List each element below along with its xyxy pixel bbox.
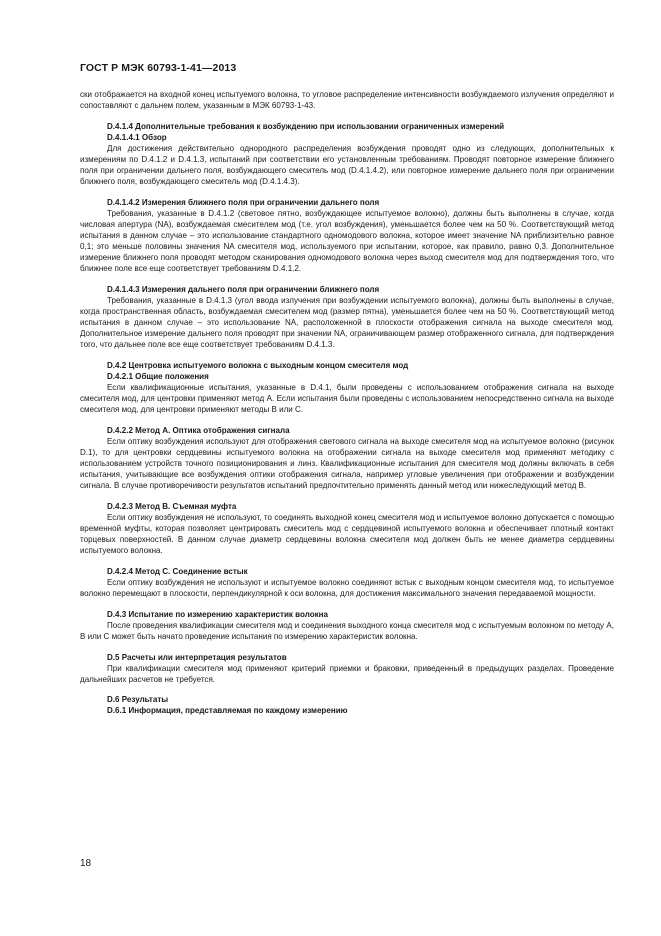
section-d423-body: Если оптику возбуждения не используют, то соединять выходной конец смесителя мод и испытуемое волокно допускается с помощью временной муфты, которая позволяет центрировать смеситель мод с сердцевиной испытуемого волокна и обеспечивает плотный контакт торцевых поверхностей. В данном случае диаметр сердцевины волокна смесителя мод должен быть не менее диаметра сердцевины испытуемого волокна. — [80, 513, 614, 556]
section-d4141-body: Для достижения действительно однородного распределения возбуждения проводят одно из следующих, дополнительных к измерениям по D.4.1.2 и D.4.1.3, испытаний при соответствии его установленным требованиям. Проводят повторное измерение ближнего поля при ограничении дальнего поля, возбуждающего смеситель мод (D.4.1.4.2), или повторное измерение дальнего поля при ограничении ближнего поля, возбуждающего смеситель мод (D.4.1.4.3). — [80, 143, 614, 187]
section-d424-body: Если оптику возбуждения не используют и испытуемое волокно соединяют встык с выходным концом смесителя мод, то испытуемое волокно перемещают в плоскости, перпендикулярной к оси волокна, для достижения максимального значения передаваемой мощности. — [80, 578, 614, 599]
section-d4141-heading: D.4.1.4.1 Обзор — [107, 132, 167, 142]
section-d421-heading: D.4.2.1 Общие положения — [107, 372, 209, 382]
section-d4142-body: Требования, указанные в D.4.1.2 (световое пятно, возбуждающее испытуемое волокно), должны быть выполнены в случае, когда числовая апертура (NA), возбуждаемая смесителем мод (т.е. угол возбуждения), уменьшается более чем на 50 %. Соответствующий метод испытания в данном случае – это использование стандартного одномодового волокна, которое имеет значение NA приблизительно равное 0,1; это меньше половины значения NA смесителя мод, используемого при испытании, которое, как правило, равно 0,3. Дополнительное измерение ближнего поля проводят методом сканирования одномодового волокна через выход смесителя мод для подтверждения того, что ближнее поле все еще соответствует требованиям D.4.1.2. — [80, 208, 614, 274]
section-d42-heading: D.4.2 Центровка испытуемого волокна с выходным концом смесителя мод — [107, 360, 409, 370]
page-number: 18 — [80, 858, 92, 869]
intro-paragraph: ски отображается на входной конец испытуемого волокна, то угловое распределение интенсивности возбуждаемого излучения определяют и сопоставляют с дальнем полем, указанным в МЭК 60793-1-43. — [80, 90, 614, 111]
section-d4143-body: Требования, указанные в D.4.1.3 (угол ввода излучения при возбуждении испытуемого волокна), должны быть выполнены в случае, когда пространственная область, возбуждаемая смесителем мод (размер пятна), уменьшается более чем на 50 %. Соответствующий метод испытания в данном случае – это использование NA, расположенной в плоскости отображения сигнала на выходе смесителя мод. Дополнительное измерение дальнего поля проводят при значении NA, ограничивающем размер отображенного сигнала, для подтверждения того, что дальнее поле все еще соответствует требованиям D.4.1.3. — [80, 296, 614, 350]
section-d6-heading: D.6 Результаты — [107, 695, 169, 705]
section-d421-body: Если квалификационные испытания, указанные в D.4.1, были проведены с использованием отображения сигнала на выходе смесителя мод, для центровки применяют метод А. Если испытания были проведены с использованием непосредственно сигнала на выходе смесителя мод, для центровки применяют методы В или С. — [80, 383, 614, 415]
section-d424-heading: D.4.2.4 Метод С. Соединение встык — [107, 566, 248, 576]
section-d423-heading: D.4.2.3 Метод В. Съемная муфта — [107, 502, 237, 511]
section-d422-body: Если оптику возбуждения используют для отображения светового сигнала на выходе смесителя мод на испытуемое волокно (рисунок D.1), то для центровки сердцевины испытуемого волокна на отображении сигнала на выходе смесителя мод применяют методику с использованием устройств точного позиционирования и линз. Квалификационные испытания для смесителя мод должны включать в себя испытания, учитывающие все возбуждения оптики отображения сигнала, например угловые увеличения при отображении и возбуждении сигнала. В случае противоречивости результатов испытаний предпочтительно применять данный метод или нижеследующий метод В. — [80, 437, 614, 491]
section-d5-heading: D.5 Расчеты или интерпретация результатов — [107, 652, 287, 662]
document-body — [80, 89, 614, 717]
section-d414-heading: D.4.1.4 Дополнительные требования к возбуждению при использовании ограниченных измерений — [107, 121, 505, 131]
section-d43-body: После проведения квалификации смесителя мод и соединения выходного конца смесителя мод с испытуемым волокном по методу А, В или С может быть начато проведение испытания по измерению характеристик волокна. — [80, 620, 614, 641]
section-d4143-heading: D.4.1.4.3 Измерения дальнего поля при ограничении ближнего поля — [107, 284, 380, 294]
section-d43-heading: D.4.3 Испытание по измерению характеристик волокна — [107, 609, 328, 619]
document-header: ГОСТ Р МЭК 60793-1-41—2013 — [80, 62, 237, 74]
section-d61-heading: D.6.1 Информация, представляемая по каждому измерению — [107, 706, 348, 716]
section-d5-body: При квалификации смесителя мод применяют критерий приемки и браковки, приведенный в предыдущих разделах. Проведение дальнейших расчетов не требуется. — [80, 663, 614, 684]
section-d4142-heading: D.4.1.4.2 Измерения ближнего поля при ограничении дальнего поля — [107, 197, 380, 207]
section-d422-heading: D.4.2.2 Метод А. Оптика отображения сигнала — [107, 425, 290, 435]
